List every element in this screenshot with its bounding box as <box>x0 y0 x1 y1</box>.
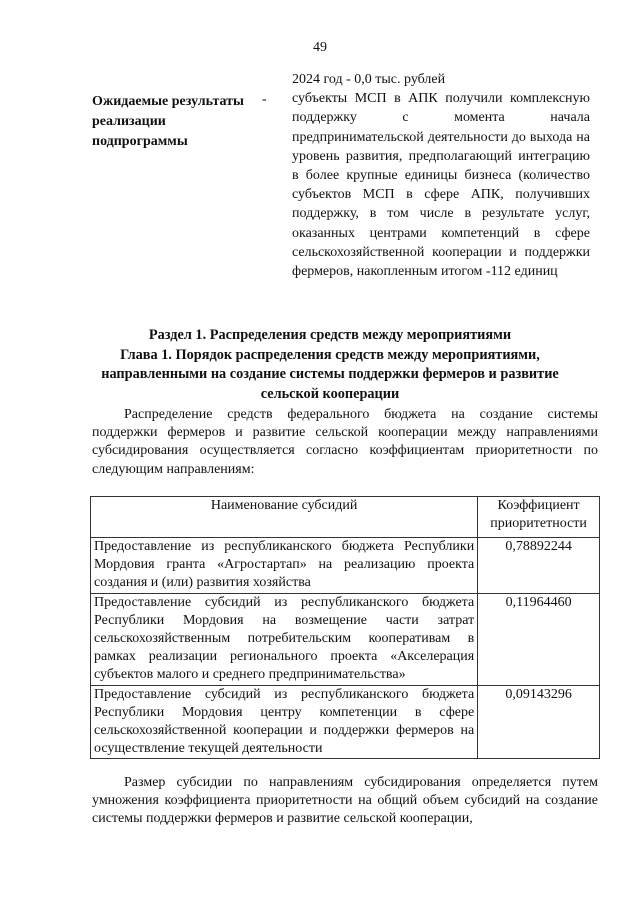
header-subsidy-name: Наименование субсидий <box>91 497 478 538</box>
expected-results-text <box>292 70 590 281</box>
subsidy-name-cell: Предоставление субсидий из республиканского бюджета Республики Мордовия на возмещение части затрат сельскохозяйственным потребительским кооперативам в рамках реализации регионального проекта «Акселерация субъектов малого и среднего предпринимательства» <box>91 593 478 685</box>
coefficient-cell: 0,09143296 <box>478 685 600 759</box>
table-row <box>91 593 600 685</box>
subsidy-name-cell: Предоставление из республиканского бюджета Республики Мордовия гранта «Агростартап» на реализацию проекта создания и (или) развития хозяйства <box>91 538 478 594</box>
intro-paragraph <box>92 406 598 479</box>
table-row <box>91 685 600 759</box>
closing-paragraph <box>92 774 598 829</box>
chapter-title-line-2: направленными на создание системы поддержки фермеров и развитие <box>101 366 559 382</box>
page-number: 49 <box>313 40 327 55</box>
chapter-title-line-3: сельской кооперации <box>260 385 400 402</box>
table-header-row <box>91 497 600 538</box>
section-title: Раздел 1. Распределения средств между мероприятиями <box>148 327 512 343</box>
section-heading <box>60 326 600 404</box>
coefficient-cell: 0,78892244 <box>478 538 600 594</box>
funding-line: 2024 год - 0,0 тыс. рублей <box>292 72 446 87</box>
subsidy-name-cell: Предоставление субсидий из республиканского бюджета Республики Мордовия центру компетенции в сфере сельскохозяйственной кооперации и поддержки фермеров на осуществление текущей деятельности <box>91 685 478 759</box>
header-priority-coefficient: Коэффициент приоритетности <box>478 497 600 538</box>
closing-paragraph-text: Размер субсидии по направлениям субсидирования определяется путем умножения коэффициента приоритетности на общий объем субсидий на создание системы поддержки фермеров и развитие сельской кооперации, <box>92 775 598 827</box>
expected-results-label: Ожидаемые результаты реализации подпрограммы <box>92 94 244 149</box>
intro-paragraph-text: Распределение средств федерального бюджета на создание системы поддержки фермеров и развитие сельской кооперации между направлениями субсидирования осуществляется согласно коэффициентам приоритетности по следующим направлениям: <box>92 407 598 477</box>
results-description: субъекты МСП в АПК получили комплексную поддержку с момента начала предпринимательской деятельности до выхода на уровень развития, предполагающий интеграцию в более крупные единицы бизнеса (количество субъектов МСП в сфере АПК, получивших поддержку, в том числе в результате услуг, оказанных центрами компетенций в сфере сельскохозяйственной кооперации и поддержки фермеров, накопленным итогом -112 единиц <box>292 91 590 280</box>
subsidies-table <box>90 496 600 759</box>
chapter-title-line-1: Глава 1. Порядок распределения средств между мероприятиями, <box>120 346 540 363</box>
coefficient-cell: 0,11964460 <box>478 593 600 685</box>
table-row <box>91 538 600 594</box>
label-dash: - <box>262 92 267 107</box>
